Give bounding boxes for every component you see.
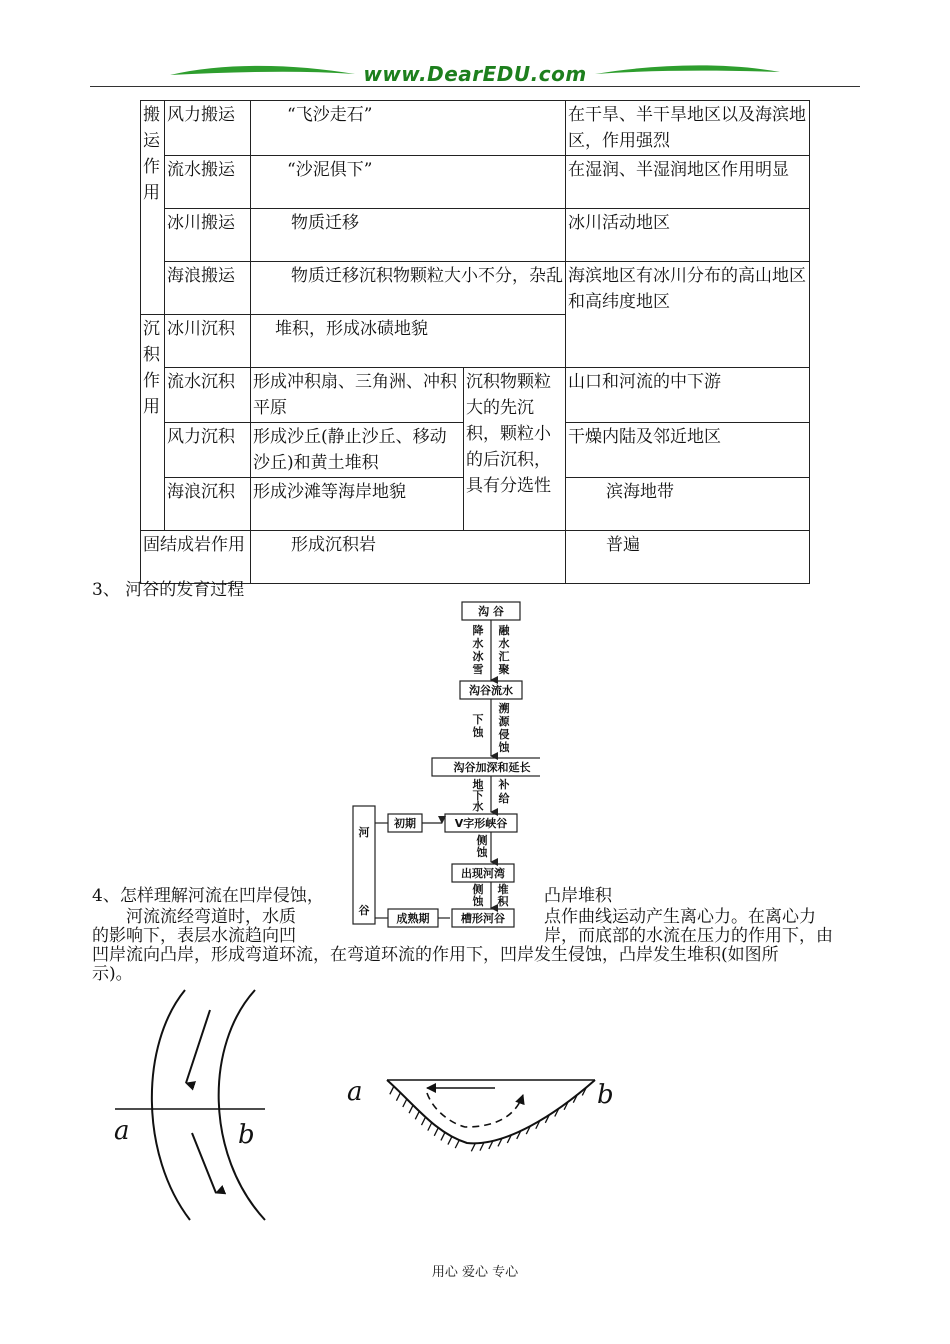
label-a: a bbox=[114, 1116, 130, 1146]
sorting-note-cell: 沉积物颗粒大的先沉积，颗粒小的后沉积，具有分选性 bbox=[464, 368, 566, 531]
flow-vlabel: 下蚀 bbox=[472, 713, 484, 739]
desc-cell: 形成冲积扇、三角洲、冲积平原 bbox=[251, 368, 464, 423]
flow-label: 初期 bbox=[394, 817, 416, 830]
kind-cell: 海浪搬运 bbox=[165, 262, 251, 315]
inner-bank-line bbox=[152, 990, 190, 1220]
hatch-mark bbox=[455, 1140, 459, 1148]
hatch-mark bbox=[390, 1086, 394, 1094]
hatch-mark bbox=[434, 1128, 438, 1136]
flow-vlabel: 堆积 bbox=[497, 883, 509, 908]
flow-label: 沟谷流水 bbox=[469, 684, 513, 697]
section4-line1-right: 点作曲线运动产生离心力。在离心力 bbox=[544, 907, 816, 927]
valley-development-flowchart bbox=[350, 596, 540, 932]
hatch-mark bbox=[396, 1093, 400, 1101]
kind-cell: 冰川搬运 bbox=[165, 209, 251, 262]
flow-label: 沟谷加深和延长 bbox=[453, 761, 531, 774]
river-bend-plan-figure bbox=[100, 985, 290, 1225]
hatch-mark bbox=[409, 1105, 413, 1113]
area-cell: 山口和河流的中下游 bbox=[566, 368, 810, 423]
area-cell: 干燥内陆及邻近地区 bbox=[566, 423, 810, 478]
group-transport: 搬运作用 bbox=[141, 101, 165, 315]
kind-cell: 海浪沉积 bbox=[165, 478, 251, 531]
desc-cell: 物质迁移 bbox=[251, 209, 566, 262]
hatch-mark bbox=[415, 1111, 419, 1119]
kind-cell: 流水搬运 bbox=[165, 156, 251, 209]
kind-cell: 风力沉积 bbox=[165, 423, 251, 478]
label-b: b bbox=[238, 1120, 255, 1150]
flow-vlabel: 侧蚀 bbox=[476, 834, 488, 859]
section4-line2-right: 岸，而底部的水流在压力的作用下，由 bbox=[544, 926, 833, 946]
kind-cell: 风力搬运 bbox=[165, 101, 251, 156]
area-cell: 在湿润、半湿润地区作用明显 bbox=[566, 156, 810, 209]
section4-line1-left: 河流流经弯道时，水质 bbox=[126, 907, 296, 927]
hatch-mark bbox=[422, 1117, 426, 1125]
hatch-mark bbox=[448, 1137, 452, 1145]
desc-cell: 堆积，形成冰碛地貌 bbox=[251, 315, 566, 368]
flow-vlabel: 降水冰雪 bbox=[472, 624, 484, 676]
section4-line3: 凹岸流向凸岸，形成弯道环流，在弯道环流的作用下，凹岸发生侵蚀，凸岸发生堆积(如图所 bbox=[92, 945, 779, 965]
area-cell: 冰川活动地区 bbox=[566, 209, 810, 262]
kind-cell: 冰川沉积 bbox=[165, 315, 251, 368]
group-deposit: 沉积作用 bbox=[141, 315, 165, 531]
flow-label: 槽形河谷 bbox=[461, 912, 505, 925]
flow-arrow-lower bbox=[192, 1133, 216, 1193]
kind-cell: 固结成岩作用 bbox=[141, 531, 251, 584]
label-a: a bbox=[347, 1077, 363, 1107]
hatch-mark bbox=[441, 1132, 445, 1140]
page-header bbox=[0, 0, 950, 95]
channel-bed bbox=[387, 1080, 595, 1143]
section4-title-right: 凸岸堆积 bbox=[544, 886, 612, 906]
flow-vlabel: 河谷 bbox=[358, 826, 370, 917]
river-cross-section-figure bbox=[335, 1055, 635, 1165]
site-logo-text: www.DearEDU.com bbox=[363, 62, 587, 86]
area-cell: 海滨地区有冰川分布的高山地区和高纬度地区 bbox=[566, 262, 810, 368]
header-rule bbox=[90, 86, 860, 87]
flow-arrow-upper bbox=[186, 1010, 210, 1083]
area-cell: 普遍 bbox=[566, 531, 810, 584]
hatch-mark bbox=[403, 1099, 407, 1107]
flow-label: 沟 谷 bbox=[478, 605, 504, 618]
desc-cell: 形成沙丘(静止沙丘、移动沙丘)和黄土堆积 bbox=[251, 423, 464, 478]
section4-line2-left: 的影响下，表层水流趋向凹 bbox=[92, 926, 296, 946]
hatch-mark bbox=[471, 1143, 475, 1151]
hatch-mark bbox=[428, 1123, 432, 1131]
flow-vlabel: 融水汇聚 bbox=[498, 624, 510, 676]
section4-line4: 示)。 bbox=[92, 964, 133, 984]
flow-label: 成熟期 bbox=[396, 912, 430, 925]
area-cell: 滨海地带 bbox=[566, 478, 810, 531]
erosion-table bbox=[140, 100, 810, 584]
flow-vlabel: 地下水 bbox=[472, 778, 484, 813]
outer-bank-line bbox=[219, 990, 265, 1220]
desc-cell: “飞沙走石” bbox=[251, 101, 566, 156]
bottom-flow-arrow bbox=[427, 1093, 523, 1127]
section3-title: 3、 河谷的发育过程 bbox=[92, 580, 245, 600]
flow-label: 出现河湾 bbox=[461, 867, 505, 880]
flow-vlabel: 侧蚀 bbox=[472, 883, 484, 908]
flow-label: V字形峡谷 bbox=[454, 817, 508, 830]
kind-cell: 流水沉积 bbox=[165, 368, 251, 423]
flow-vlabel: 溯源侵蚀 bbox=[498, 702, 510, 754]
area-cell: 在干旱、半干旱地区以及海滨地区，作用强烈 bbox=[566, 101, 810, 156]
label-b: b bbox=[597, 1080, 614, 1110]
flow-vlabel: 补给 bbox=[498, 778, 510, 805]
page-footer: 用心 爱心 专心 bbox=[431, 1265, 519, 1280]
desc-cell: “沙泥俱下” bbox=[251, 156, 566, 209]
section4-title-left: 4、怎样理解河流在凹岸侵蚀， bbox=[92, 886, 324, 906]
desc-cell: 物质迁移沉积物颗粒大小不分，杂乱 bbox=[251, 262, 566, 315]
desc-cell: 形成沉积岩 bbox=[251, 531, 566, 584]
desc-cell: 形成沙滩等海岸地貌 bbox=[251, 478, 464, 531]
